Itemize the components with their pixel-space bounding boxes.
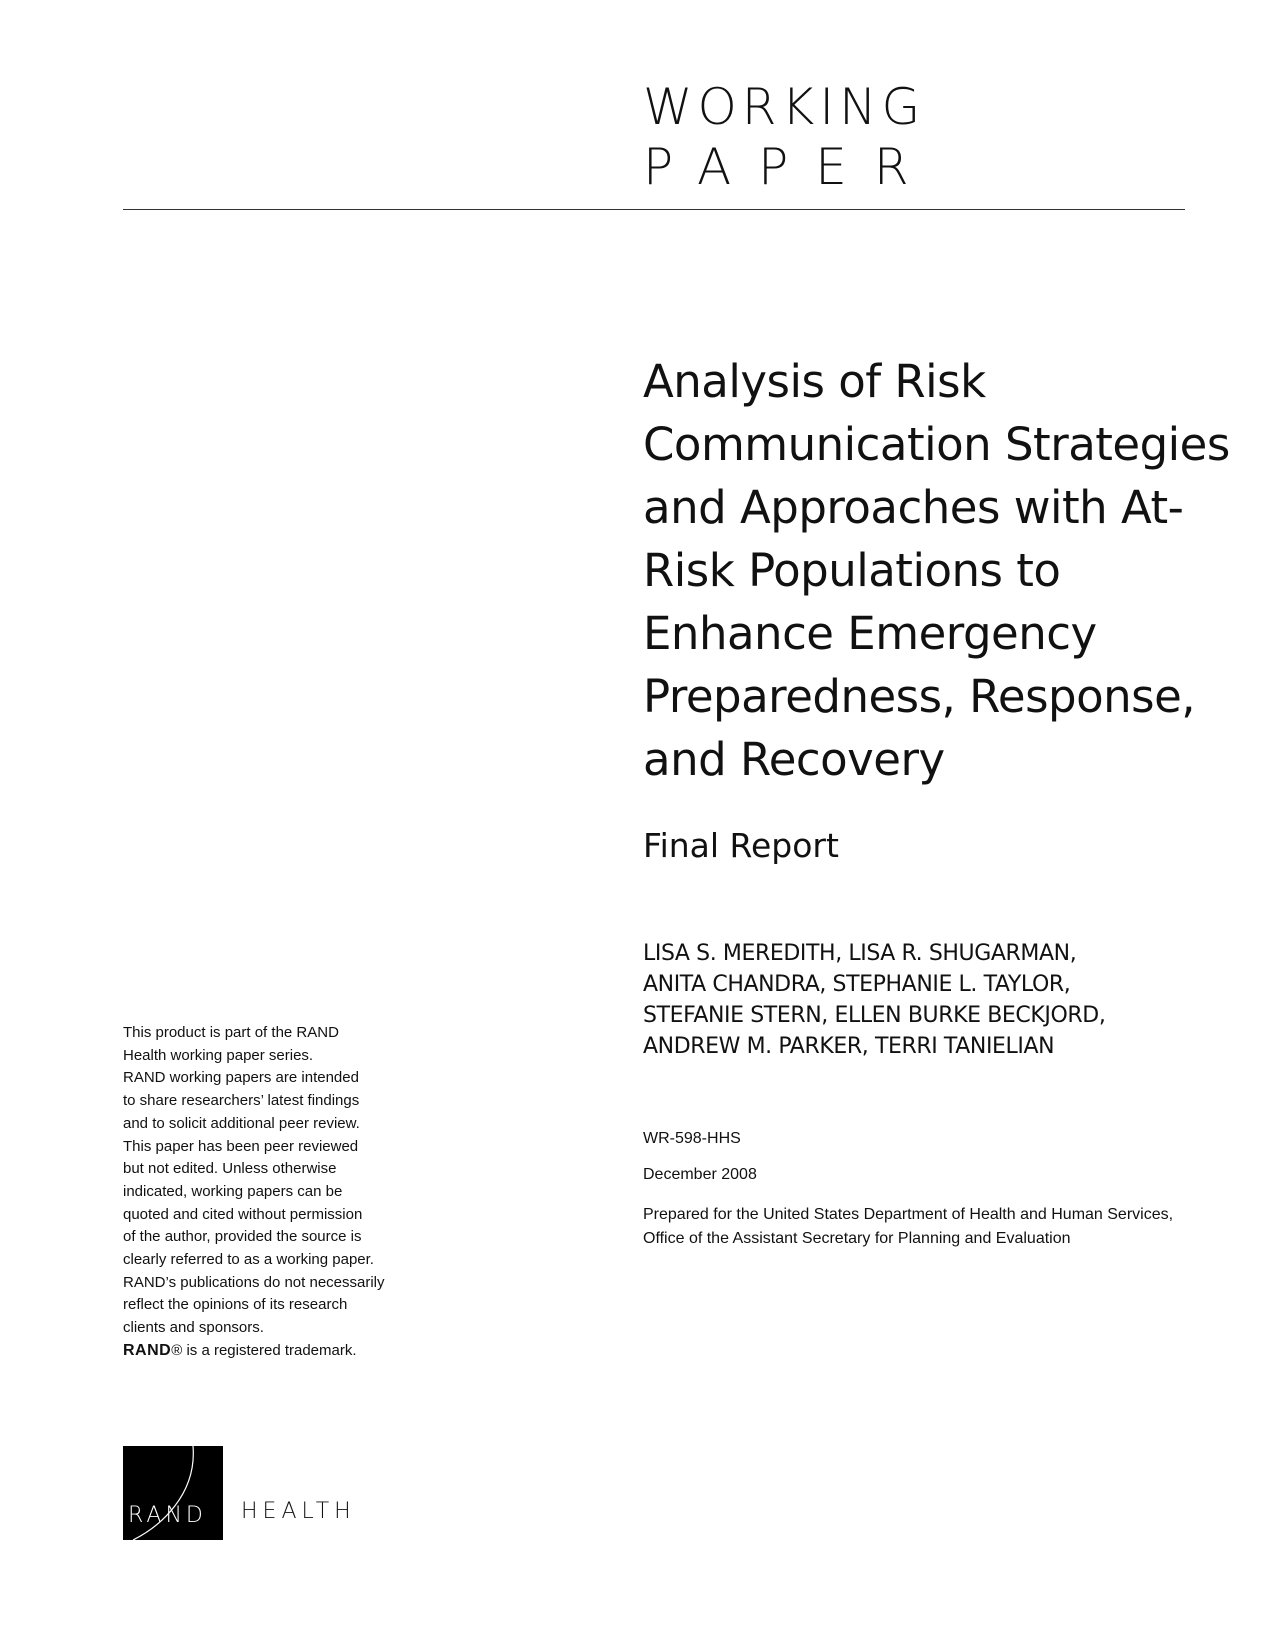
title-line: Communication Strategies xyxy=(643,418,1230,471)
registered-symbol: ® xyxy=(171,1341,183,1359)
header-rule xyxy=(123,209,1185,210)
title-line: Enhance Emergency xyxy=(643,607,1097,660)
prepared-for-line: Office of the Assistant Secretary for Planning and Evaluation xyxy=(643,1230,1071,1247)
disclaimer-line: to share researchers’ latest findings xyxy=(123,1092,360,1110)
disclaimer-line: quoted and cited without permission xyxy=(123,1205,363,1223)
disclaimer-line: of the author, provided the source is xyxy=(123,1228,362,1246)
author-line: STEFANIE STERN, ELLEN BURKE BECKJORD, xyxy=(643,1003,1106,1028)
title-line: Preparedness, Response, xyxy=(643,670,1196,723)
series-disclaimer xyxy=(123,1022,423,1363)
rand-logo xyxy=(123,1446,223,1540)
trademark-line xyxy=(123,1340,423,1363)
disclaimer-line: RAND’s publications do not necessarily xyxy=(123,1273,385,1291)
disclaimer-line: This product is part of the RAND xyxy=(123,1024,339,1041)
disclaimer-line: indicated, working papers can be xyxy=(123,1182,343,1200)
publication-date: December 2008 xyxy=(643,1166,757,1183)
title-line: and Recovery xyxy=(643,733,945,786)
series-title-paper: PAPER xyxy=(643,138,936,196)
report-number: WR-598-HHS xyxy=(643,1130,741,1147)
disclaimer-line: RAND working papers are intended xyxy=(123,1069,359,1087)
document-title xyxy=(643,350,1263,791)
logo-divider xyxy=(218,1446,219,1540)
title-line: and Approaches with At- xyxy=(643,481,1184,534)
title-line: Analysis of Risk xyxy=(643,355,986,408)
trademark-text: is a registered trademark. xyxy=(182,1341,357,1359)
author-line: ANDREW M. PARKER, TERRI TANIELIAN xyxy=(643,1034,1055,1059)
disclaimer-line: clearly referred to as a working paper. xyxy=(123,1251,374,1269)
author-line: LISA S. MEREDITH, LISA R. SHUGARMAN, xyxy=(643,941,1077,966)
author-line: ANITA CHANDRA, STEPHANIE L. TAYLOR, xyxy=(643,972,1071,997)
document-subtitle: Final Report xyxy=(643,826,839,865)
prepared-for-statement xyxy=(643,1203,1173,1251)
disclaimer-line: but not edited. Unless otherwise xyxy=(123,1160,337,1178)
disclaimer-line: clients and sponsors. xyxy=(123,1319,264,1337)
disclaimer-line: This paper has been peer reviewed xyxy=(123,1137,359,1155)
author-list xyxy=(643,938,1105,1062)
rand-unit-name: HEALTH xyxy=(241,1499,356,1524)
title-line: Risk Populations to xyxy=(643,544,1061,597)
disclaimer-line: Health working paper series. xyxy=(123,1046,314,1064)
disclaimer-line: and to solicit additional peer review. xyxy=(123,1114,360,1132)
rand-wordmark: RAND xyxy=(123,1341,172,1359)
disclaimer-line: reflect the opinions of its research xyxy=(123,1296,348,1314)
logo-wordmark: RAND xyxy=(128,1503,207,1528)
prepared-for-line: Prepared for the United States Department of Health and Human Services, xyxy=(643,1206,1174,1223)
series-title-working: WORKING xyxy=(643,78,926,136)
